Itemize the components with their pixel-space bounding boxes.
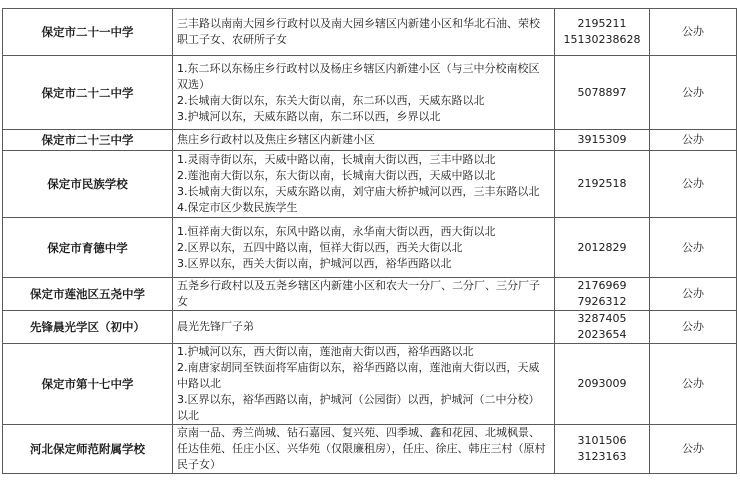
area-line: 2.区界以东，五四中路以南，恒祥大街以西，西关大街以北 xyxy=(177,240,463,254)
contact-phone xyxy=(555,151,650,218)
school-type: 公办 xyxy=(650,218,737,278)
table-row xyxy=(3,218,737,278)
area-line: 3.长城南大街以东，天威东路以南，刘守庙大桥护城河以西，三丰东路以北 xyxy=(177,185,540,198)
phone-number: 3915309 xyxy=(577,133,627,146)
school-name: 河北保定师范附属学校 xyxy=(3,425,173,474)
phone-number: 3123163 xyxy=(577,450,627,463)
area-line: 焦庄乡行政村以及焦庄乡辖区内新建小区 xyxy=(177,133,375,146)
enrollment-area xyxy=(173,311,555,344)
table-row xyxy=(3,425,737,474)
table-row xyxy=(3,278,737,311)
area-line: 4.保定市区少数民族学生 xyxy=(177,201,298,214)
phone-number: 2176969 xyxy=(577,279,627,292)
area-line: 3.区界以东，裕华西路以南，护城河（公园街）以西，护城河（二中分校）以北 xyxy=(177,393,540,422)
contact-phone xyxy=(555,344,650,425)
school-name: 保定市莲池区五尧中学 xyxy=(3,278,173,311)
table-row xyxy=(3,151,737,218)
phone-number: 2023654 xyxy=(577,328,627,341)
contact-phone xyxy=(555,425,650,474)
school-type: 公办 xyxy=(650,151,737,218)
phone-number: 7926312 xyxy=(577,295,627,308)
area-line: 3.护城河以东，天威东路以南，东二环以西，乡界以北 xyxy=(177,109,441,123)
school-name: 保定市育德中学 xyxy=(3,218,173,278)
phone-number: 2093009 xyxy=(577,377,627,390)
area-line: 晨光先锋厂子弟 xyxy=(177,320,254,333)
contact-phone xyxy=(555,311,650,344)
contact-phone xyxy=(555,130,650,151)
phone-number: 3287405 xyxy=(577,312,627,325)
school-type: 公办 xyxy=(650,425,737,474)
school-type: 公办 xyxy=(650,278,737,311)
phone-number: 5078897 xyxy=(577,85,627,99)
enrollment-area xyxy=(173,344,555,425)
area-line: 五尧乡行政村以及五尧乡辖区内新建小区和农大一分厂、二分厂、三分厂子女 xyxy=(177,279,540,308)
school-type: 公办 xyxy=(650,344,737,425)
area-line: 2.莲池南大街以东，东大街以南，长城南大街以西，天威中路以北 xyxy=(177,169,496,182)
area-line: 2.南唐家胡同至铁面将军庙街以东，裕华西路以南，莲池南大街以西，天威中路以北 xyxy=(177,361,540,390)
table-row xyxy=(3,56,737,130)
school-name: 保定市二十二中学 xyxy=(3,56,173,130)
school-name: 保定市第十七中学 xyxy=(3,344,173,425)
school-type: 公办 xyxy=(650,9,737,56)
area-line: 1.恒祥南大街以东，东风中路以南，永华南大街以西，西大街以北 xyxy=(177,224,496,238)
area-line: 2.长城南大街以东，东关大街以南，东二环以西，天威东路以北 xyxy=(177,93,485,107)
phone-number: 2012829 xyxy=(577,240,627,254)
area-line: 1.灵雨寺街以东，天威中路以南，长城南大街以西，三丰中路以北 xyxy=(177,153,496,166)
table-row xyxy=(3,130,737,151)
phone-number: 3101506 xyxy=(577,434,627,447)
enrollment-area xyxy=(173,278,555,311)
table-row xyxy=(3,311,737,344)
school-name: 先锋晨光学区（初中） xyxy=(3,311,173,344)
phone-number: 15130238628 xyxy=(563,33,641,46)
school-name: 保定市民族学校 xyxy=(3,151,173,218)
contact-phone xyxy=(555,56,650,130)
area-line: 1.东二环以东杨庄乡行政村以及杨庄乡辖区内新建小区（与三中分校南校区双选） xyxy=(177,61,540,91)
table-body xyxy=(3,9,737,474)
area-line: 3.区界以东，西关大街以南，护城河以西，裕华西路以北 xyxy=(177,256,452,270)
enrollment-area xyxy=(173,425,555,474)
table-row xyxy=(3,9,737,56)
school-district-table xyxy=(2,8,737,474)
enrollment-area xyxy=(173,218,555,278)
phone-number: 2192518 xyxy=(577,177,627,190)
school-name: 保定市二十三中学 xyxy=(3,130,173,151)
enrollment-area xyxy=(173,56,555,130)
school-name: 保定市二十一中学 xyxy=(3,9,173,56)
enrollment-area xyxy=(173,130,555,151)
school-type: 公办 xyxy=(650,130,737,151)
area-line: 1.护城河以东，西大街以南，莲池南大街以西，裕华西路以北 xyxy=(177,345,474,358)
phone-number: 2195211 xyxy=(577,17,627,30)
enrollment-area xyxy=(173,151,555,218)
table-row xyxy=(3,344,737,425)
contact-phone xyxy=(555,278,650,311)
enrollment-area xyxy=(173,9,555,56)
area-line: 三丰路以南南大园乡行政村以及南大园乡辖区内新建小区和华北石油、荣校职工子女、农研所子女 xyxy=(177,17,540,46)
contact-phone xyxy=(555,218,650,278)
school-type: 公办 xyxy=(650,56,737,130)
area-line: 京南一品、秀兰尚城、钻石嘉园、复兴苑、四季城、鑫和花园、北城枫景、任达佳苑、任庄小区、兴华苑（仅限廉租房），任庄、徐庄、韩庄三村（原村民子女） xyxy=(177,426,546,471)
school-type: 公办 xyxy=(650,311,737,344)
contact-phone xyxy=(555,9,650,56)
